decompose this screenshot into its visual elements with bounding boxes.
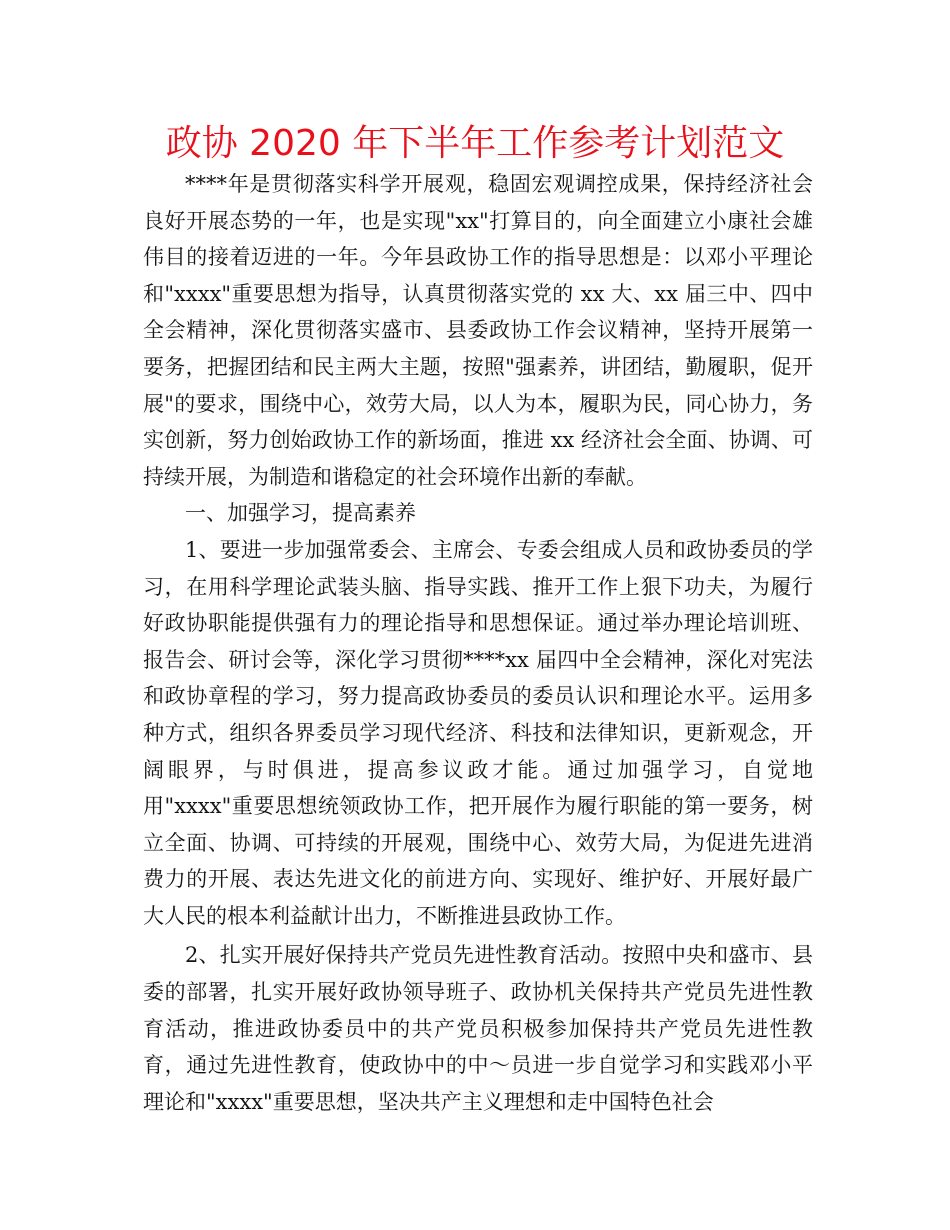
- document-body: [143, 166, 813, 1120]
- document-title: 政协 2020 年下半年工作参考计划范文: [165, 123, 785, 164]
- item-2-paragraph: 2、扎实开展好保持共产党员先进性教育活动。按照中央和盛市、县委的部署，扎实开展好政协领导班子、政协机关保持共产党员先进性教育活动，推进政协委员中的共产党员积极参加保持共产党员先进性教育，通过先进性教育，使政协中的中～员进一步自觉学习和实践邓小平理论和"xxxx"重要思想，坚决共产主义理想和走中国特色社会: [143, 943, 813, 1114]
- item-1-paragraph: 1、要进一步加强常委会、主席会、专委会组成人员和政协委员的学习，在用科学理论武装头脑、指导实践、推开工作上狠下功夫，为履行好政协职能提供强有力的理论指导和思想保证。通过举办理论培训班、报告会、研讨会等，深化学习贯彻****xx 届四中全会精神，深化对宪法和政协章程的学习，努力提高政协委员的委员认识和理论水平。运用多种方式，组织各界委员学习现代经济、科技和法律知识，更新观念，开阔眼界，与时俱进，提高参议政才能。通过加强学习，自觉地用"xxxx"重要思想统领政协工作，把开展作为履行职能的第一要务，树立全面、协调、可持续的开展观，围绕中心、效劳大局，为促进先进消费力的开展、表达先进文化的前进方向、实现好、维护好、开展好最广大人民的根本利益献计出力，不断推进县政协工作。: [143, 537, 813, 928]
- intro-paragraph: ****年是贯彻落实科学开展观，稳固宏观调控成果，保持经济社会良好开展态势的一年，也是实现"xx"打算目的，向全面建立小康社会雄伟目的接着迈进的一年。今年县政协工作的指导思想是：以邓小平理论和"xxxx"重要思想为指导，认真贯彻落实党的 xx 大、xx 届三中、四中全会精神，深化贯彻落实盛市、县委政协工作会议精神，坚持开展第一要务，把握团结和民主两大主题，按照"强素养，讲团结，勤履职，促开展"的要求，围绕中心，效劳大局，以人为本，履职为民，同心协力，务实创新，努力创始政协工作的新场面，推进 xx 经济社会全面、协调、可持续开展，为制造和谐稳定的社会环境作出新的奉献。: [143, 172, 813, 489]
- section-heading: 一、加强学习，提高素养: [185, 501, 416, 526]
